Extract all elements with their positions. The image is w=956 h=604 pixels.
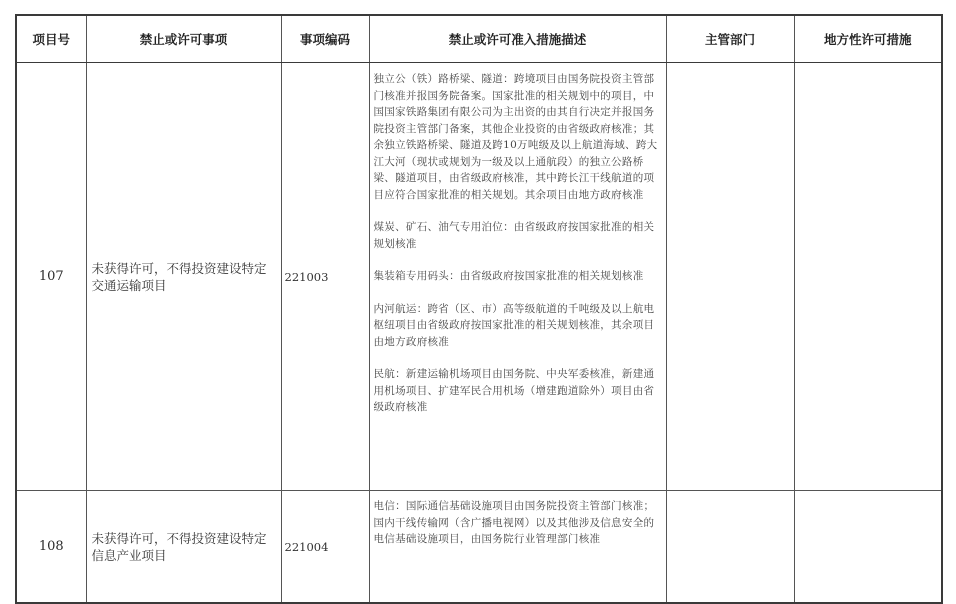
header-code: 事项编码 <box>281 15 369 63</box>
department-cell <box>666 491 794 604</box>
local-measures-cell <box>794 63 942 491</box>
header-matter: 禁止或许可事项 <box>86 15 281 63</box>
description-paragraph: 煤炭、矿石、油气专用泊位：由省级政府按国家批准的相关规划核准 <box>373 221 655 250</box>
measure-description <box>369 63 666 491</box>
header-row <box>16 15 942 63</box>
description-paragraph: 电信：国际通信基础设施项目由国务院投资主管部门核准；国内干线传输网（含广播电视网）以及其他涉及信息安全的电信基础设施项目，由国务院行业管理部门核准 <box>373 500 655 545</box>
item-number: 107 <box>16 63 86 491</box>
department-cell <box>666 63 794 491</box>
description-paragraph: 内河航运：跨省（区、市）高等级航道的千吨级及以上航电枢纽项目由省级政府按国家批准的相关规划核准，其余项目由地方政府核准 <box>373 302 655 348</box>
table-row <box>16 491 942 604</box>
item-number: 108 <box>16 491 86 604</box>
matter-text: 未获得许可，不得投资建设特定交通运输项目 <box>86 63 281 491</box>
header-local-measures: 地方性许可措施 <box>794 15 942 63</box>
matter-code: 221004 <box>281 491 369 604</box>
description-paragraph: 独立公（铁）路桥梁、隧道：跨境项目由国务院投资主管部门核准并报国务院备案。国家批准的相关规划中的项目，中国国家铁路集团有限公司为主出资的由其自行决定并报国务院投资主管部门备案，其他企业投资的由省级政府核准；其余独立铁路桥梁、隧道及跨10万吨级及以上航道海域、跨大江大河（现状或规划为一级及以上通航段）的独立公路桥梁、隧道项目，由省级政府核准，其中跨长江干线航道的项目应符合国家批准的相关规划。其余项目由地方政府核准 <box>373 73 658 201</box>
table-row <box>16 63 942 491</box>
document-page <box>15 14 941 604</box>
local-measures-cell <box>794 491 942 604</box>
negative-list-table <box>15 14 943 604</box>
description-paragraph: 集装箱专用码头：由省级政府按国家批准的相关规划核准 <box>373 270 644 282</box>
header-description: 禁止或许可准入措施描述 <box>369 15 666 63</box>
measure-description <box>369 491 666 604</box>
matter-text: 未获得许可，不得投资建设特定信息产业项目 <box>86 491 281 604</box>
header-item-no: 项目号 <box>16 15 86 63</box>
header-department: 主管部门 <box>666 15 794 63</box>
description-paragraph: 民航：新建运输机场项目由国务院、中央军委核准，新建通用机场项目、扩建军民合用机场（增建跑道除外）项目由省级政府核准 <box>373 368 655 413</box>
matter-code: 221003 <box>281 63 369 491</box>
